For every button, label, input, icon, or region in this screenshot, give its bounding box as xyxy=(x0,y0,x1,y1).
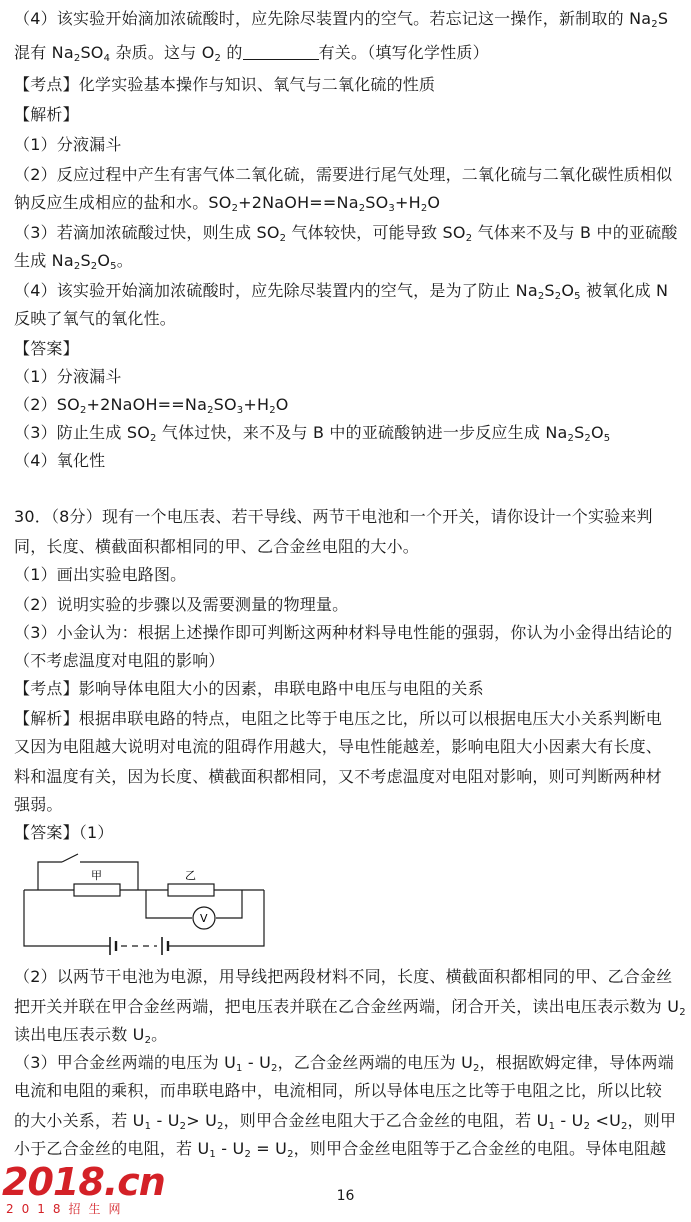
q29-jiexi-2-line2: 钠反应生成相应的盐和水。$SO_2+2NaOH==Na_2SO_3+H_2O$ xyxy=(14,193,441,214)
q29-answer-2: $(2)SO_2+2NaOH==Na_2SO_3+H_2O$ xyxy=(14,395,289,416)
q30-daan-label: 【答案】（1） xyxy=(14,823,114,842)
q30-part2: （2）说明实验的步骤以及需要测量的物理量。 xyxy=(14,595,349,614)
site-logo xyxy=(2,1162,165,1216)
q30-answer3-line1: （3）甲合金丝两端的电压为 $U_1 - U_2$，乙合金丝两端的电压为 $U_2$，根据欧姆定律，导体两端 xyxy=(14,1053,674,1074)
q30-answer2-line3: 读出电压表示数 $U_2$。 xyxy=(14,1025,168,1046)
q30-stem-line1: 30．（8分）现有一个电压表、若干导线、两节干电池和一个开关，请你设计一个实验来判 xyxy=(14,507,653,526)
q29-jiexi-2-line1: （2）反应过程中产生有害气体二氧化硫，需要进行尾气处理，二氧化硫与二氧化碳性质相似 xyxy=(14,165,673,184)
q29-jiexi-4-line1: （4）该实验开始滴加浓硫酸时，应先除尽装置内的空气，是为了防止 $Na_2S_2O_5$ 被氧化成 N xyxy=(14,281,669,302)
q29-kaodian: 【考点】化学实验基本操作与知识、氧气与二氧化硫的性质 xyxy=(14,75,436,94)
q30-answer2-line2: 把开关并联在甲合金丝两端，把电压表并联在乙合金丝两端，闭合开关，读出电压表示数为 $U_2$ xyxy=(14,997,686,1018)
q29-jiexi-label: 【解析】 xyxy=(14,105,79,124)
q29-jiexi-1: （1）分液漏斗 xyxy=(14,135,122,154)
q30-answer3-line3: 的大小关系，若 $U_1 - U_2> U_2$，则甲合金丝电阻大于乙合金丝的电阻，若 $U_1 - U_2 <U_2$，则甲 xyxy=(14,1111,677,1132)
q30-stem-line2: 同，长度、横截面积都相同的甲、乙合金丝电阻的大小。 xyxy=(14,537,420,556)
q29-jiexi-4-line2: 反映了氧气的氧化性。 xyxy=(14,309,177,328)
q29-part4-question-line1: （4）该实验开始滴加浓硫酸时，应先除尽装置内的空气。若忘记这一操作，新制取的 $Na_2S$ xyxy=(14,9,669,30)
q30-jiexi-line2: 又因为电阻越大说明对电流的阻碍作用越大，导电性能越差，影响电阻大小因素大有长度、 xyxy=(14,737,663,756)
circuit-diagram xyxy=(18,848,278,960)
q29-part4-question-line2: 混有 $Na_2SO_4$ 杂质。这与 $O_2$ 的 有关。（填写化学性质） xyxy=(14,43,489,64)
voltmeter-wire-left xyxy=(146,890,192,918)
label-jia: 甲 xyxy=(91,869,102,882)
q30-jiexi-line4: 强弱。 xyxy=(14,795,63,814)
wire-bottom-left xyxy=(24,890,110,946)
q30-part3-line2: （不考虑温度对电阻的影响） xyxy=(14,651,225,670)
q30-kaodian: 【考点】影响导体电阻大小的因素，串联电路中电压与电阻的关系 xyxy=(14,679,484,698)
page-number: 16 xyxy=(336,1188,355,1204)
label-yi: 乙 xyxy=(185,869,196,882)
q29-daan-label: 【答案】 xyxy=(14,339,79,358)
resistor-jia xyxy=(74,884,120,896)
q30-answer3-line2: 电流和电阻的乘积，而串联电路中，电流相同，所以导体电压之比等于电阻之比，所以比较 xyxy=(14,1081,663,1100)
q29-answer-3: （3）防止生成 $SO_2$ 气体过快，来不及与 B 中的亚硫酸钠进一步反应生成 $Na_2S_2O_5$ xyxy=(14,423,611,444)
logo-sub-text: 2018招生网 xyxy=(6,1202,129,1216)
voltmeter-wire-right xyxy=(216,890,242,918)
label-v: V xyxy=(200,912,208,925)
logo-main-text: 2018.cn xyxy=(2,1160,165,1204)
q30-answer3-line4: 小于乙合金丝的电阻，若 $U_1 - U_2 = U_2$，则甲合金丝电阻等于乙合金丝的电阻。导体电阻越 xyxy=(14,1139,667,1160)
q30-jiexi-line1: 【解析】根据串联电路的特点，电阻之比等于电压之比，所以可以根据电压大小关系判断电 xyxy=(14,709,663,728)
q29-jiexi-3-line2: 生成 $Na_2S_2O_5$。 xyxy=(14,251,133,272)
q29-jiexi-3-line1: （3）若滴加浓硫酸过快，则生成 $SO_2$ 气体较快，可能导致 $SO_2$ 气体来不及与 B 中的亚硫酸 xyxy=(14,223,678,244)
q30-answer2-line1: （2）以两节干电池为电源，用导线把两段材料不同，长度、横截面积都相同的甲、乙合金丝 xyxy=(14,967,673,986)
resistor-yi xyxy=(168,884,214,896)
q29-answer-4: （4）氧化性 xyxy=(14,451,106,470)
q30-part3-line1: （3）小金认为：根据上述操作即可判断这两种材料导电性能的强弱，你认为小金得出结论的 xyxy=(14,623,673,642)
q30-jiexi-line3: 料和温度有关，因为长度、横截面积都相同，又不考虑温度对电阻对影响，则可判断两种材 xyxy=(14,767,663,786)
answer-blank xyxy=(243,45,319,60)
switch-wire-right xyxy=(80,862,138,890)
q30-part1: （1）画出实验电路图。 xyxy=(14,565,187,584)
switch-blade xyxy=(62,854,78,862)
switch-wire-left xyxy=(38,862,62,890)
q29-answer-1: （1）分液漏斗 xyxy=(14,367,122,386)
